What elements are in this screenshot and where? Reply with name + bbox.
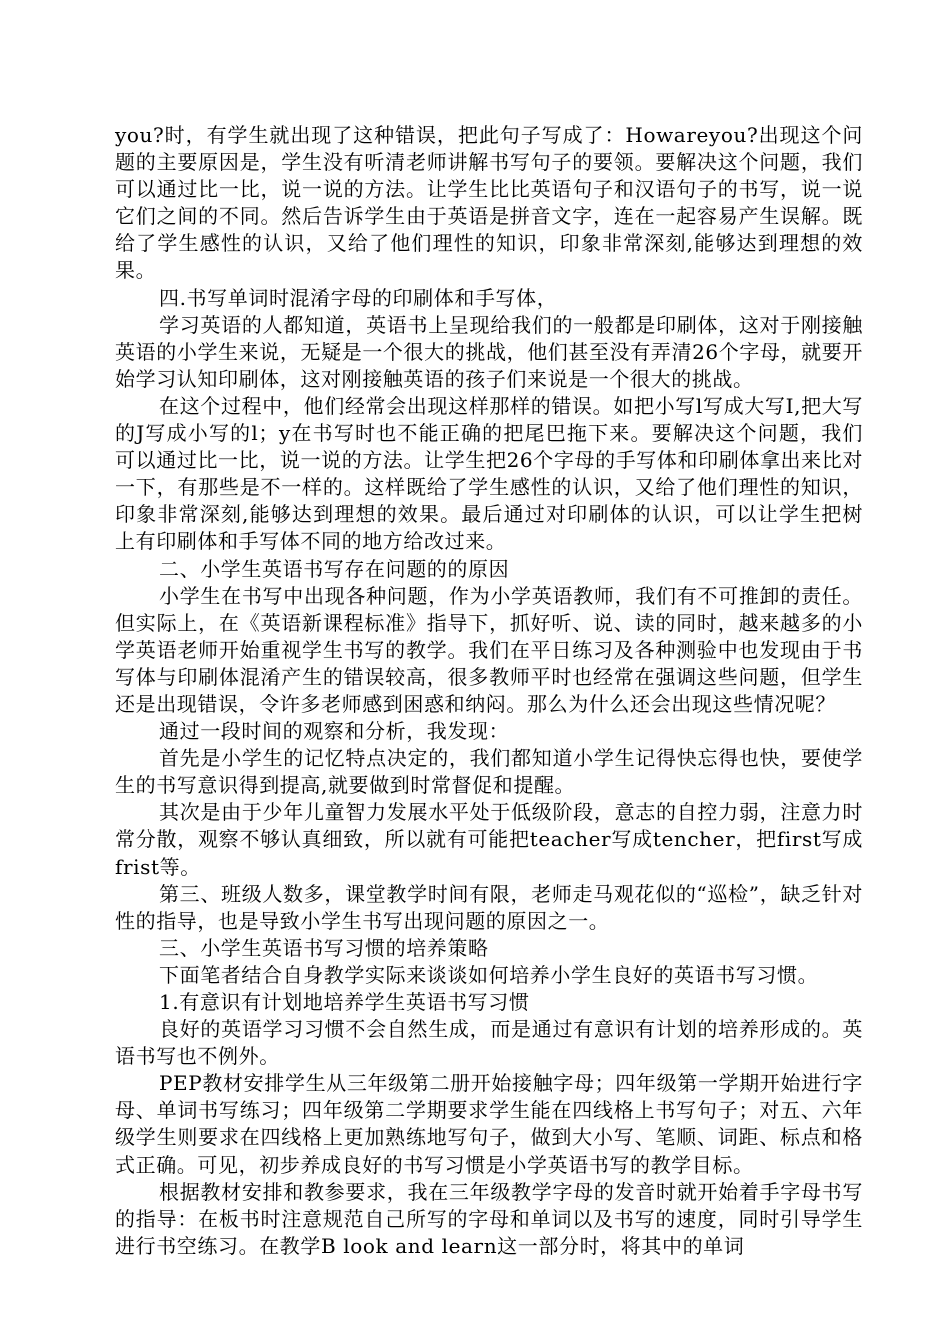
paragraph: you?时，有学生就出现了这种错误，把此句子写成了：Howareyou?出现这个问题的主要原因是，学生没有听清老师讲解书写句子的要领。要解决这个问题，我们可以通过比一比，说一说的方法。让学生比比英语句子和汉语句子的书写，说一说它们之间的不同。然后告诉学生由于英语是拼音文字，连在一起容易产生误解。既给了学生感性的认识，又给了他们理性的知识，印象非常深刻,能够达到理想的效果。 <box>115 123 863 283</box>
paragraph: 第三、班级人数多，课堂教学时间有限，老师走马观花似的“巡检”，缺乏针对性的指导，也是导致小学生书写出现问题的原因之一。 <box>115 881 863 933</box>
paragraph: 下面笔者结合自身教学实际来谈谈如何培养小学生良好的英语书写习惯。 <box>159 962 819 987</box>
paragraph: 良好的英语学习习惯不会自然生成，而是通过有意识有计划的培养形成的。英语书写也不例外。 <box>115 1017 863 1069</box>
document-page <box>115 122 863 1260</box>
paragraph: 首先是小学生的记忆特点决定的，我们都知道小学生记得快忘得也快，要使学生的书写意识得到提高,就要做到时常督促和提醒。 <box>115 746 863 798</box>
paragraph: 在这个过程中，他们经常会出现这样那样的错误。如把小写l写成大写I,把大写的J写成小写的l；y在书写时也不能正确的把尾巴拖下来。要解决这个问题，我们可以通过比一比，说一说的方法。让学生把26个字母的手写体和印刷体拿出来比对一下，有那些是不一样的。这样既给了学生感性的认识，又给了他们理性的知识，印象非常深刻,能够达到理想的效果。最后通过对印刷体的认识，可以让学生把树上有印刷体和手写体不同的地方给改过来。 <box>115 393 863 554</box>
subsection-heading: 1.有意识有计划地培养学生英语书写习惯 <box>159 990 530 1014</box>
section-heading: 四.书写单词时混淆字母的印刷体和手写体， <box>159 285 558 310</box>
paragraph: 通过一段时间的观察和分析，我发现： <box>159 719 510 744</box>
paragraph: 学习英语的人都知道，英语书上呈现给我们的一般都是印刷体，这对于刚接触英语的小学生来说，无疑是一个很大的挑战，他们甚至没有弄清26个字母，就要开始学习认知印刷体，这对刚接触英语的孩子们来说是一个很大的挑战。 <box>115 312 863 391</box>
paragraph: PEP教材安排学生从三年级第二册开始接触字母；四年级第一学期开始进行字母、单词书写练习；四年级第二学期要求学生能在四线格上书写句子；对五、六年级学生则要求在四线格上更加熟练地写句子，做到大小写、笔顺、词距、标点和格式正确。可见，初步养成良好的书写习惯是小学英语书写的教学目标。 <box>115 1071 863 1177</box>
paragraph: 小学生在书写中出现各种问题，作为小学英语教师，我们有不可推卸的责任。但实际上，在《英语新课程标准》指导下，抓好听、说、读的同时，越来越多的小学英语老师开始重视学生书写的教学。我们在平日练习及各种测验中也发现由于书写体与印刷体混淆产生的错误较高，很多教师平时也经常在强调这些问题，但学生还是出现错误，令许多老师感到困惑和纳闷。那么为什么还会出现这些情况呢？ <box>115 583 863 716</box>
paragraph: 其次是由于少年儿童智力发展水平处于低级阶段，意志的自控力弱，注意力时常分散，观察不够认真细致，所以就有可能把teacher写成tencher，把first写成frist等。 <box>115 800 863 879</box>
paragraph: 根据教材安排和教参要求，我在三年级教学字母的发音时就开始着手字母书写的指导：在板书时注意规范自己所写的字母和单词以及书写的速度，同时引导学生进行书空练习。在教学B look and learn这一部分时，将其中的单词 <box>115 1179 863 1258</box>
section-heading: 二、小学生英语书写存在问题的的原因 <box>159 556 510 581</box>
section-heading: 三、小学生英语书写习惯的培养策略 <box>159 935 489 960</box>
